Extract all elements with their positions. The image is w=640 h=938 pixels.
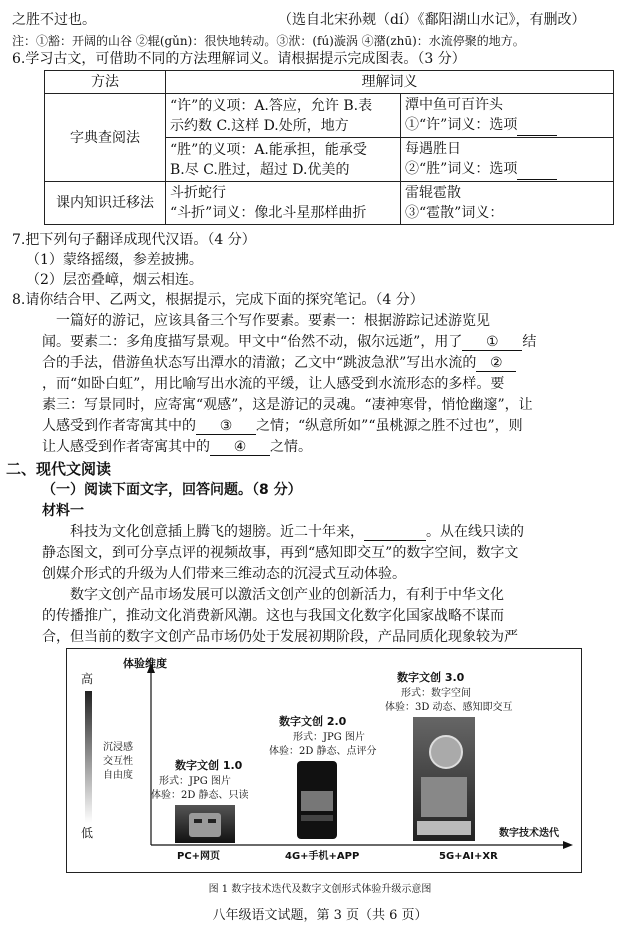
- para2-line: 的传播推广，推动文化消费新风潮。这也与我国文化数字化国家战略不谋而: [42, 608, 504, 624]
- figure-caption: 图 1 数字技术迭代及数字文创形式体验升级示意图: [208, 884, 432, 895]
- x-axis-arrow: [563, 841, 573, 849]
- box3-form: 形式：数字空间: [401, 688, 471, 699]
- box2-exp: 体验：2D 静态、点评分: [269, 746, 377, 757]
- table-cell: [401, 94, 614, 138]
- table-cell: [166, 138, 401, 182]
- section-title: 二、现代文阅读: [6, 460, 112, 478]
- answer-blank[interactable]: [517, 115, 557, 136]
- header-understand: 理解词义: [166, 71, 614, 94]
- bronze-mask-image: [175, 805, 235, 843]
- q8-line: [42, 355, 516, 372]
- para1-line: 创媒介形式的升级为人们带来三维动态的沉浸式互动体验。: [42, 566, 406, 582]
- q8-text: 闻。要素二：多角度描写景观。甲文中“佁然不动，俶尔远逝”，用了: [42, 334, 463, 350]
- q8-line: [42, 334, 536, 351]
- method-transfer: 课内知识迁移法: [45, 182, 166, 225]
- q7-sentence-1: （1）蒙络摇缀，参差披拂。: [26, 252, 203, 268]
- table-cell: [166, 182, 401, 225]
- para2-line: 数字文创产品市场发展可以激活文创产业的创新活力，有利于中华文化: [70, 587, 504, 603]
- para1-line: 静态图文，到可分享点评的视频故事，再到“感知即交互”的数字空间，数字文: [42, 545, 519, 561]
- answer-blank-para[interactable]: [364, 524, 426, 541]
- q8-text: 让人感受到作者寄寓其中的: [42, 439, 210, 455]
- header-method: 方法: [45, 71, 166, 94]
- y-high-label: 高: [81, 672, 94, 686]
- y-low-label: 低: [81, 826, 94, 840]
- def-text: “斗折”词义：像北斗星那样曲折: [170, 205, 367, 221]
- y-desc: 沉浸感: [103, 742, 133, 753]
- question-text: ①“许”词义：选项: [405, 117, 518, 133]
- material-label: 材料一: [42, 503, 84, 519]
- section-subtitle: （一）阅读下面文字，回答问题。（8 分）: [42, 482, 302, 498]
- box2-title: 数字文创 2.0: [279, 715, 347, 728]
- q8-text: 之情；“纵意所如”“虽桃源之胜不过也”，则: [256, 418, 523, 434]
- y-axis-label: 体验维度: [123, 657, 167, 670]
- table-cell: [166, 94, 401, 138]
- answer-blank-3[interactable]: ③: [196, 418, 256, 435]
- example-text: 雷辊雹散: [405, 185, 461, 201]
- q8-text: 合的手法，借游鱼状态写出潭水的清澈；乙文中“跳波急洑”写出水流的: [42, 355, 477, 371]
- para1-line: [70, 524, 524, 541]
- x-tick-1: PC+网页: [177, 851, 221, 862]
- example-text: 潭中鱼可百许头: [405, 97, 503, 113]
- q8-line: 一篇好的游记，应该具备三个写作要素。要素一：根据游踪记述游览见: [56, 313, 490, 329]
- answer-blank-1[interactable]: ①: [462, 334, 522, 351]
- q8-text: 人感受到作者寄寓其中的: [42, 418, 196, 434]
- y-desc: 自由度: [103, 770, 133, 781]
- table-cell: [401, 138, 614, 182]
- q7-sentence-2: （2）层峦叠嶂，烟云相连。: [26, 272, 203, 288]
- box2-form: 形式：JPG 图片: [293, 732, 365, 743]
- def-text: 斗折蛇行: [170, 185, 226, 201]
- box3-exp: 体验：3D 动态、感知即交互: [385, 702, 513, 713]
- box3-title: 数字文创 3.0: [397, 671, 465, 684]
- x-axis-label: 数字技术迭代: [499, 828, 559, 839]
- def-text: B.尽 C.胜过，超过 D.优美的: [170, 161, 350, 178]
- y-desc: 交互性: [103, 756, 133, 767]
- q8-line: 素三：写景同时，应寄寓“观感”，这是游记的灵魂。“凄神寒骨，悄怆幽邃”，让: [42, 397, 533, 413]
- passage-source: （选自北宋孙觌（dí）《鄱阳湖山水记》，有删改）: [278, 12, 586, 28]
- q8-prompt: 8.请你结合甲、乙两文，根据提示，完成下面的探究笔记。（4 分）: [12, 292, 424, 308]
- method-dictionary: 字典查阅法: [45, 94, 166, 182]
- q8-text: 结: [522, 334, 537, 350]
- figure-1: [66, 648, 582, 873]
- digital-space-image: [413, 717, 475, 841]
- para2-line: 合，但当前的数字文创产品市场仍处于发展初期阶段，产品同质化现象较为严: [42, 629, 518, 645]
- def-text: “许”的义项：A.答应，允许 B.表: [170, 97, 373, 114]
- passage-notes: 注：①豁：开阔的山谷 ②辊(gǔn)：很快地转动。③洑：(fú)漩涡 ④潴(zhū)：水流停聚的地方。: [12, 34, 525, 48]
- phone-image: [297, 761, 337, 839]
- q6-table: [44, 70, 614, 225]
- q7-prompt: 7.把下列句子翻译成现代汉语。（4 分）: [12, 232, 256, 248]
- passage-end: 之胜不过也。: [12, 12, 96, 28]
- para-text: 科技为文化创意插上腾飞的翅膀。近二十年来，: [70, 524, 364, 540]
- answer-blank-4[interactable]: ④: [210, 439, 270, 456]
- q8-line: [42, 418, 523, 435]
- box1-title: 数字文创 1.0: [175, 759, 243, 772]
- page-footer: 八年级语文试题，第 3 页（共 6 页）: [212, 908, 428, 923]
- box1-form: 形式：JPG 图片: [159, 776, 231, 787]
- def-text: “胜”的义项：A.能承担，能承受: [170, 141, 367, 158]
- question-text: ②“胜”词义：选项: [405, 161, 518, 177]
- question-text: ③“雹散”词义：: [405, 205, 504, 221]
- q6-prompt: 6.学习古文，可借助不同的方法理解词义。请根据提示完成图表。（3 分）: [12, 51, 466, 67]
- q8-line: ，而“如卧白虹”，用比喻写出水流的平缓，让人感受到水流形态的多样。要: [42, 376, 505, 392]
- def-text: 示约数 C.这样 D.处所，地方: [170, 117, 349, 134]
- para-text: 。从在线只读的: [426, 524, 524, 540]
- answer-blank[interactable]: [517, 159, 557, 180]
- x-tick-3: 5G+AI+XR: [439, 851, 498, 862]
- box1-exp: 体验：2D 静态、只读: [151, 790, 249, 801]
- example-text: 每遇胜日: [405, 141, 461, 157]
- q8-line: [42, 439, 312, 456]
- q8-text: 之情。: [270, 439, 312, 455]
- x-tick-2: 4G+手机+APP: [285, 851, 360, 862]
- table-cell: [401, 182, 614, 225]
- answer-blank-2[interactable]: ②: [476, 355, 516, 372]
